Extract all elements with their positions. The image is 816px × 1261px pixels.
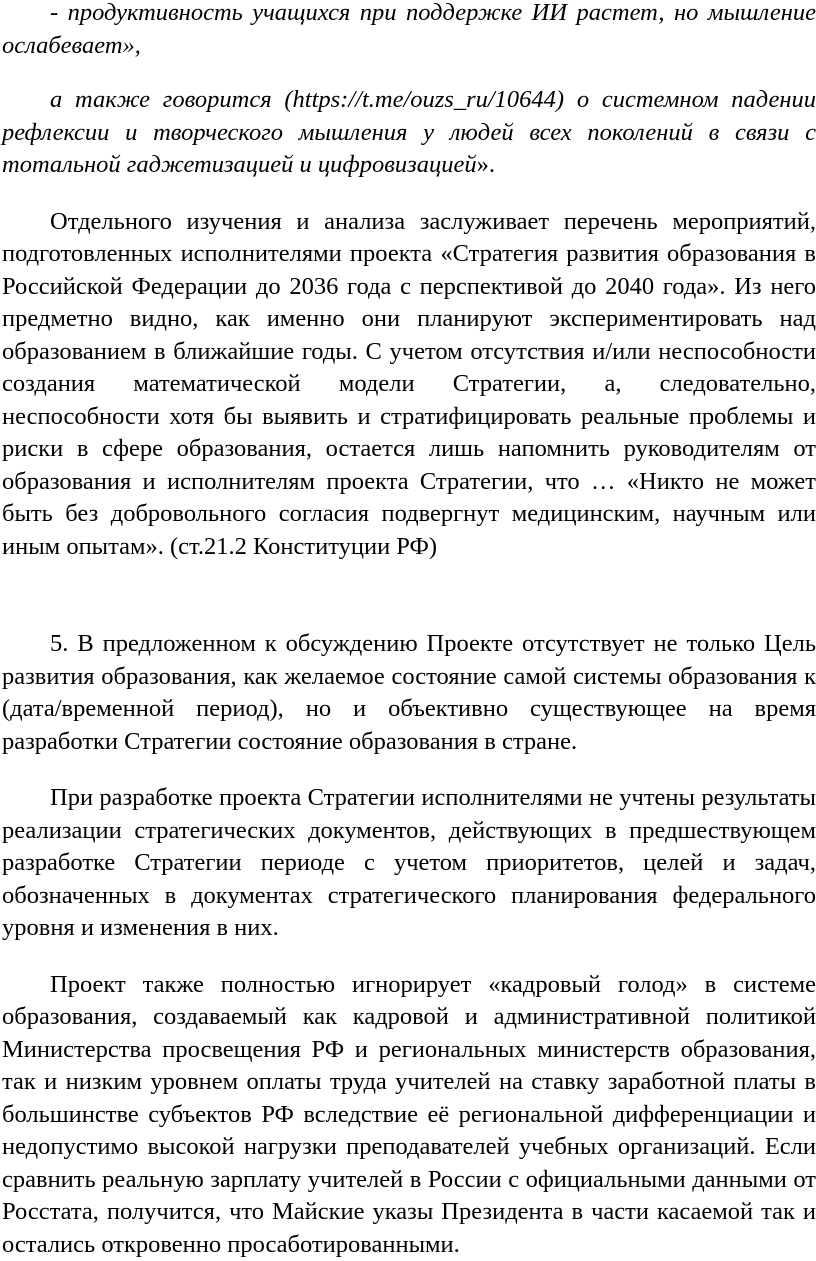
italic-quote-line: - продуктивность учащихся при поддержке ИИ растет, но мышление ослабевает», <box>2 0 816 62</box>
italic-reference-text: а также говорится (https://t.me/ouzs_ru/10644) о системном падении рефлексии и творческого мышления у людей всех поколений в связи с тотальной гаджетизацией и цифровизацией <box>2 86 816 178</box>
paragraph-measures: Отдельного изучения и анализа заслуживает перечень мероприятий, подготовленных исполнителями проекта «Стратегия развития образования в Российской Федерации до 2036 года с перспективой до 2040 года». Из него предметно видно, как именно они планируют экспериментировать над образованием в ближайшие годы. С учетом отсутствия и/или неспособности создания математической модели Стратегии, а, следовательно, неспособности хотя бы выявить и стратифицировать реальные проблемы и риски в сфере образования, остается лишь напомнить руководителям от образования и исполнителям проекта Стратегии, что … «Никто не может быть без добровольного согласия подвергнут медицинским, научным или иным опытам». (ст.21.2 Конституции РФ) <box>2 206 816 564</box>
paragraph-strategy-development: При разработке проекта Стратегии исполнителями не учтены результаты реализации стратегических документов, действующих в предшествующем разработке Стратегии периоде с учетом приоритетов, целей и задач, обозначенных в документах стратегического планирования федерального уровня и изменения в них. <box>2 782 816 945</box>
quote-close: ». <box>477 151 495 178</box>
paragraph-staff-shortage: Проект также полностью игнорирует «кадровый голод» в системе образования, создаваемый как кадровой и административной политикой Министерства просвещения РФ и региональных министерств образования, так и низким уровнем оплаты труда учителей на ставку заработной платы в большинстве субъектов РФ вследствие её региональной дифференциации и недопустимо высокой нагрузки преподавателей учебных организаций. Если сравнить реальную зарплату учителей в России с официальными данными от Росстата, получится, что Майские указы Президента в части касаемой так и остались откровенно просаботированными. <box>2 969 816 1261</box>
paragraph-item-5: 5. В предложенном к обсуждению Проекте отсутствует не только Цель развития образования, как желаемое состояние самой системы образования к (дата/временной период), но и объективно существующее на время разработки Стратегии состояние образования в стране. <box>2 628 816 758</box>
italic-reference-paragraph <box>2 84 816 182</box>
